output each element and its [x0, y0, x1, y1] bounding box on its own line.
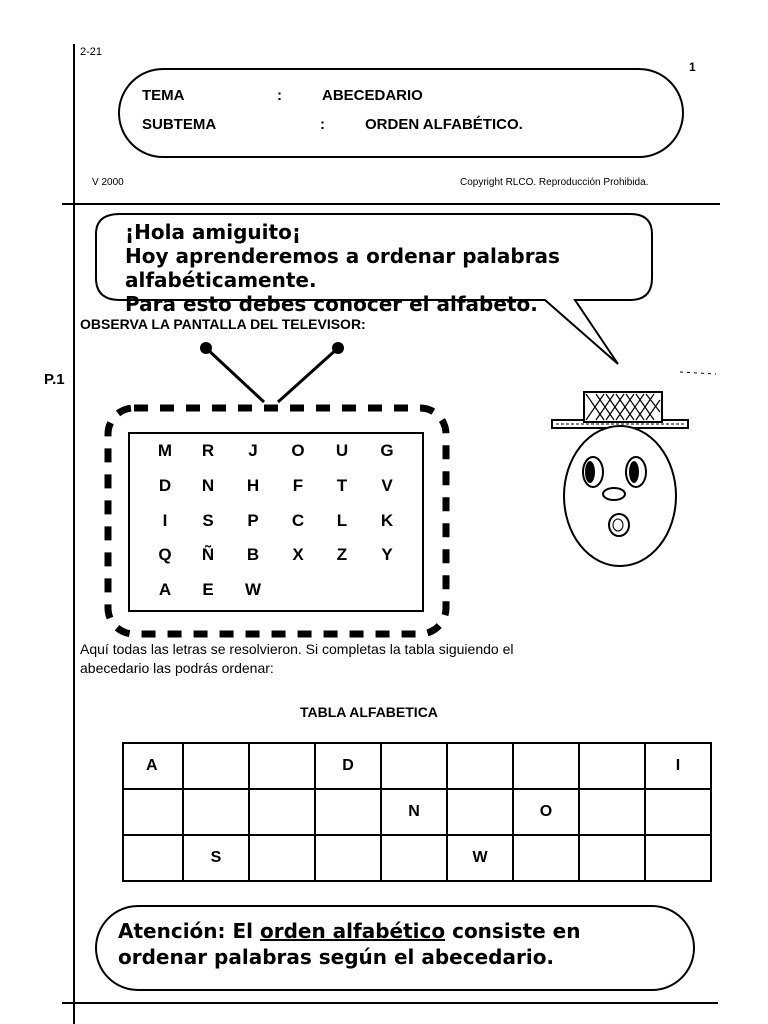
table-cell [645, 789, 711, 835]
tema-value: ABECEDARIO [322, 87, 423, 104]
tv-letter: C [291, 511, 305, 530]
table-cell [123, 835, 183, 881]
tv-letter: X [292, 545, 304, 564]
tv-letter: O [291, 441, 305, 460]
tv-letter: K [380, 511, 394, 530]
bubble-line-4: Para esto debes conocer el alfabeto. [125, 292, 538, 316]
tv-letter: U [335, 441, 349, 460]
tv-letter: S [202, 511, 214, 530]
table-row [123, 835, 711, 881]
bubble-line-1: ¡Hola amiguito¡ [125, 220, 301, 244]
table-cell [513, 835, 579, 881]
character-nose [603, 488, 625, 500]
table-cell [249, 743, 315, 789]
tv-letter: B [246, 545, 260, 564]
table-cell [579, 835, 645, 881]
tv-antenna-right-tip [332, 342, 344, 354]
bubble-text [125, 220, 645, 316]
table-cell [645, 835, 711, 881]
bubble-line-2: Hoy aprenderemos a ordenar palabras [125, 244, 560, 268]
table-row [123, 743, 711, 789]
table-cell [315, 789, 381, 835]
attention-line-1 [118, 918, 678, 944]
attention-prefix: Atención: El [118, 919, 260, 943]
side-label: P.1 [44, 371, 65, 388]
table-cell [447, 789, 513, 835]
tv-letter: I [162, 511, 168, 530]
table-cell: A [123, 743, 183, 789]
tv-letter: Z [336, 545, 348, 564]
tv-letter: E [202, 580, 214, 599]
table-cell [579, 789, 645, 835]
table-cell: D [315, 743, 381, 789]
attention-text [118, 918, 678, 970]
tv-letter: A [158, 580, 172, 599]
tv-letter: J [248, 441, 258, 460]
attention-suffix: consiste en [445, 919, 581, 943]
doc-code: 2-21 [80, 46, 103, 58]
table-cell: I [645, 743, 711, 789]
tv-letter: G [380, 441, 394, 460]
subtema-colon: : [320, 116, 325, 133]
tv-letter: H [246, 476, 260, 495]
table-cell [183, 743, 249, 789]
table-cell: S [183, 835, 249, 881]
tv-antenna-right [278, 348, 338, 402]
stray-mark [680, 372, 716, 374]
instruction-paragraph [80, 640, 680, 678]
attention-term: orden alfabético [259, 919, 446, 943]
table-cell: N [381, 789, 447, 835]
subtema-label: SUBTEMA [142, 116, 217, 133]
tv-letter: P [247, 511, 259, 530]
table-cell [381, 743, 447, 789]
subtema-value: ORDEN ALFABÉTICO. [365, 116, 523, 133]
tv-antenna-left [206, 348, 264, 402]
copyright-label: Copyright RLCO. Reproducción Prohibida. [460, 177, 649, 188]
table-cell [381, 835, 447, 881]
tv-letter: Q [158, 545, 172, 564]
tv-letter: T [336, 476, 348, 495]
tv-letter: N [201, 476, 215, 495]
tv-letter: Ñ [201, 545, 215, 564]
table-cell [249, 789, 315, 835]
tv-letter: L [336, 511, 348, 530]
alphabet-table [122, 742, 712, 882]
table-cell [579, 743, 645, 789]
attention-line-2: ordenar palabras según el abecedario. [118, 945, 555, 969]
table-cell [183, 789, 249, 835]
table-cell [123, 789, 183, 835]
table-row [123, 789, 711, 835]
tema-colon: : [277, 87, 282, 104]
paragraph-line-1: Aquí todas las letras se resolvieron. Si completas la tabla siguiendo el [80, 641, 514, 657]
table-cell [249, 835, 315, 881]
tv-antenna-left-tip [200, 342, 212, 354]
version-label: V 2000 [92, 177, 124, 188]
tv-letter: V [381, 476, 393, 495]
observa-instruction: OBSERVA LA PANTALLA DEL TELEVISOR: [80, 316, 366, 332]
table-cell [315, 835, 381, 881]
bubble-line-3: alfabéticamente. [125, 268, 317, 292]
table-cell: O [513, 789, 579, 835]
tema-label: TEMA [142, 87, 185, 104]
page-number: 1 [689, 60, 696, 74]
table-title: TABLA ALFABETICA [300, 704, 438, 720]
tv-letter: D [158, 476, 172, 495]
paragraph-line-2: abecedario las podrás ordenar: [80, 660, 274, 676]
table-cell [447, 743, 513, 789]
tv-letter: M [157, 441, 173, 460]
tv-letter: W [244, 580, 262, 599]
tv-letter: F [292, 476, 304, 495]
table-cell [513, 743, 579, 789]
table-cell: W [447, 835, 513, 881]
tv-letter: R [201, 441, 215, 460]
tv-letter: Y [381, 545, 393, 564]
